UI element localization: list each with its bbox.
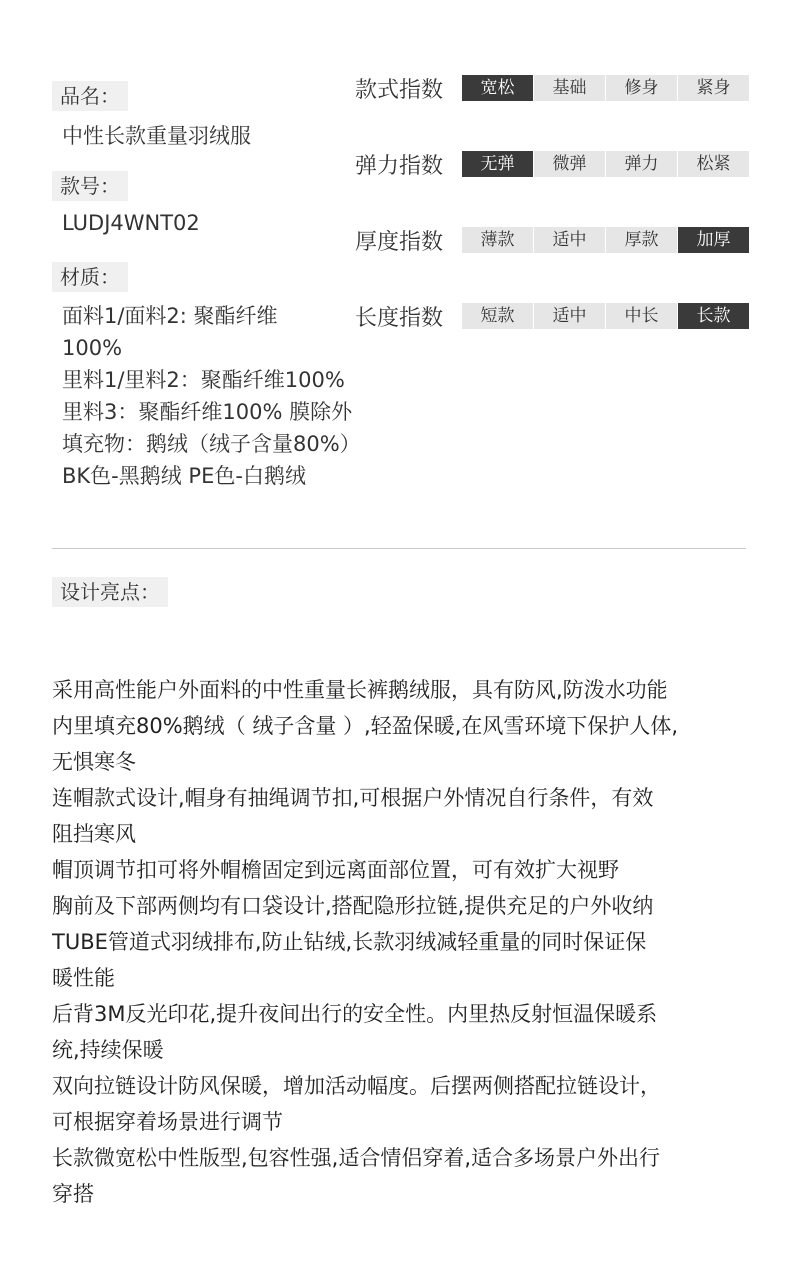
style-index-option: 宽松	[462, 75, 533, 101]
style-index-title: 款式指数	[355, 78, 444, 103]
elasticity-index-scale	[462, 151, 749, 177]
design-highlights-text	[52, 672, 752, 1212]
style-index-option: 基础	[534, 75, 605, 101]
length-index-option: 中长	[606, 303, 677, 329]
style-index-option: 紧身	[678, 75, 749, 101]
style-index-option: 修身	[606, 75, 677, 101]
elasticity-index-option: 松紧	[678, 151, 749, 177]
highlight-line: 采用高性能户外面料的中性重量长裤鹅绒服，具有防风,防泼水功能	[52, 678, 668, 702]
elasticity-index-title: 弹力指数	[355, 154, 444, 179]
thickness-index-scale	[462, 227, 749, 253]
highlight-line: 暖性能	[52, 966, 115, 990]
material-label: 材质：	[52, 262, 128, 292]
thickness-index-option: 厚款	[606, 227, 677, 253]
highlight-line: 内里填充80%鹅绒（ 绒子含量 ）,轻盈保暖,在风雪环境下保护人体,	[52, 714, 679, 738]
length-index-option: 适中	[534, 303, 605, 329]
product-name-value: 中性长款重量羽绒服	[62, 124, 251, 148]
material-line: 100%	[62, 336, 123, 360]
elasticity-index-option: 弹力	[606, 151, 677, 177]
highlight-line: 双向拉链设计防风保暖，增加活动幅度。后摆两侧搭配拉链设计，	[52, 1074, 661, 1098]
thickness-index-title: 厚度指数	[355, 230, 444, 255]
length-index-option: 长款	[678, 303, 749, 329]
material-list	[62, 300, 361, 492]
highlight-line: 统,持续保暖	[52, 1038, 164, 1062]
section-divider	[52, 548, 746, 549]
material-line: BK色-黑鹅绒 PE色-白鹅绒	[62, 464, 306, 488]
thickness-index-option: 薄款	[462, 227, 533, 253]
highlight-line: 无惧寒冬	[52, 750, 136, 774]
material-line: 面料1/面料2: 聚酯纤维	[62, 304, 278, 328]
elasticity-index-option: 微弹	[534, 151, 605, 177]
highlight-line: 长款微宽松中性版型,包容性强,适合情侣穿着,适合多场景户外出行	[52, 1146, 661, 1170]
highlight-line: 穿搭	[52, 1182, 94, 1206]
length-index-option: 短款	[462, 303, 533, 329]
elasticity-index-option: 无弹	[462, 151, 533, 177]
material-line: 里料3：聚酯纤维100% 膜除外	[62, 400, 353, 424]
highlight-line: 帽顶调节扣可将外帽檐固定到远离面部位置，可有效扩大视野	[52, 858, 619, 882]
length-index-title: 长度指数	[355, 306, 444, 331]
highlight-line: 后背3M反光印花,提升夜间出行的安全性。内里热反射恒温保暖系	[52, 1002, 658, 1026]
highlight-line: 连帽款式设计,帽身有抽绳调节扣,可根据户外情况自行条件，有效	[52, 786, 654, 810]
material-line: 里料1/里料2：聚酯纤维100%	[62, 368, 345, 392]
highlight-line: TUBE管道式羽绒排布,防止钻绒,长款羽绒减轻重量的同时保证保	[52, 930, 647, 954]
design-highlights-label: 设计亮点：	[52, 577, 168, 607]
sku-value: LUDJ4WNT02	[62, 211, 200, 235]
product-name-label: 品名：	[52, 81, 128, 111]
sku-label: 款号：	[52, 171, 128, 201]
highlight-line: 胸前及下部两侧均有口袋设计,搭配隐形拉链,提供充足的户外收纳	[52, 894, 654, 918]
highlight-line: 可根据穿着场景进行调节	[52, 1110, 283, 1134]
style-index-scale	[462, 75, 749, 101]
material-line: 填充物：鹅绒（绒子含量80%）	[62, 432, 361, 456]
thickness-index-option: 加厚	[678, 227, 749, 253]
thickness-index-option: 适中	[534, 227, 605, 253]
length-index-scale	[462, 303, 749, 329]
highlight-line: 阻挡寒风	[52, 822, 136, 846]
